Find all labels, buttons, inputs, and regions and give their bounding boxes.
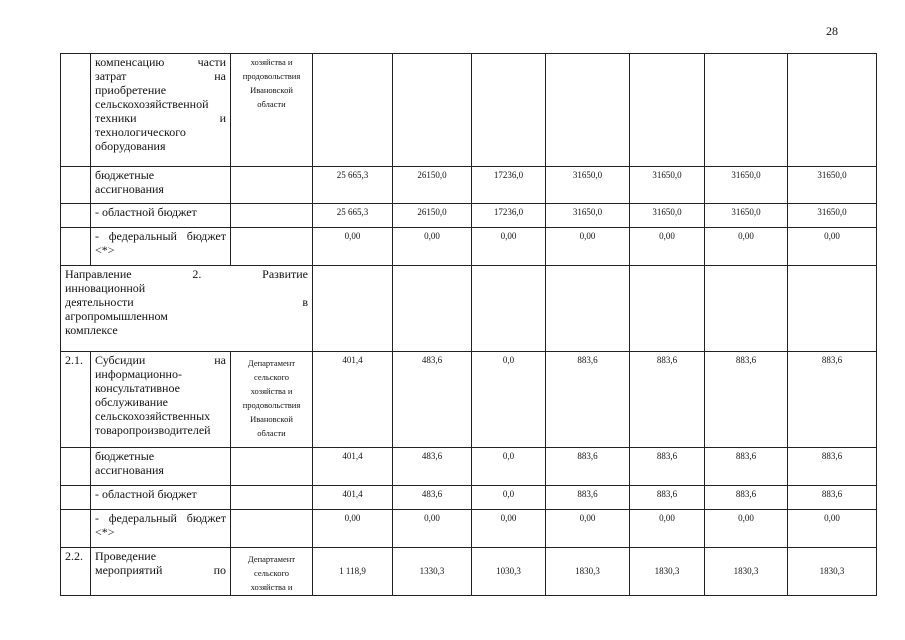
executor-line: Департамент	[247, 358, 296, 368]
table-row	[61, 54, 877, 167]
budget-value: 0,00	[313, 228, 393, 266]
executor-cell	[231, 486, 313, 510]
executor-line: продовольствия	[242, 400, 301, 410]
budget-value: 0,00	[630, 510, 705, 548]
description-line: компенсацию части	[95, 55, 226, 69]
item-description	[91, 167, 231, 204]
description-line: - федеральный бюджет	[95, 511, 226, 525]
budget-value: 883,6	[788, 448, 877, 486]
budget-value: 0,00	[546, 510, 630, 548]
budget-value: 883,6	[630, 486, 705, 510]
table-row	[61, 228, 877, 266]
description-line: бюджетные	[95, 168, 155, 182]
executor-line: области	[257, 428, 286, 438]
table-row	[61, 448, 877, 486]
executor-line: хозяйства и	[250, 386, 293, 396]
executor-line: продовольствия	[242, 71, 301, 81]
description-line: информационно-	[95, 367, 182, 381]
item-number	[61, 54, 91, 167]
table-row	[61, 266, 877, 352]
budget-value: 26150,0	[393, 204, 472, 228]
budget-value: 0,0	[472, 352, 546, 448]
budget-value	[472, 54, 546, 167]
item-description	[91, 510, 231, 548]
item-description	[91, 54, 231, 167]
budget-value	[393, 266, 472, 352]
description-line: затрат на	[95, 69, 226, 83]
budget-value: 31650,0	[705, 204, 788, 228]
executor-cell	[231, 54, 313, 167]
budget-value: 31650,0	[546, 204, 630, 228]
direction-line: инновационной	[65, 281, 146, 295]
budget-value: 0,0	[472, 486, 546, 510]
budget-value: 883,6	[546, 352, 630, 448]
budget-value: 883,6	[546, 486, 630, 510]
executor-line: Ивановской	[250, 85, 293, 95]
executor-cell	[231, 510, 313, 548]
budget-value: 401,4	[313, 448, 393, 486]
table-row	[61, 548, 877, 596]
description-line: товаропроизводителей	[95, 423, 211, 437]
item-description	[91, 486, 231, 510]
budget-value: 0,00	[393, 510, 472, 548]
budget-value: 0,00	[705, 228, 788, 266]
budget-value: 25 665,3	[313, 204, 393, 228]
executor-line: Департамент	[247, 554, 296, 564]
executor-cell	[231, 167, 313, 204]
budget-value	[313, 266, 393, 352]
description-line: - областной бюджет	[95, 487, 197, 501]
budget-value: 0,00	[313, 510, 393, 548]
budget-value	[788, 54, 877, 167]
description-line: оборудования	[95, 139, 166, 153]
budget-value: 883,6	[788, 352, 877, 448]
description-line: сельскохозяйственной	[95, 97, 209, 111]
executor-cell	[231, 352, 313, 448]
description-line: технологического	[95, 125, 186, 139]
item-number	[61, 204, 91, 228]
executor-cell	[231, 548, 313, 596]
budget-value: 0,0	[472, 448, 546, 486]
budget-value: 883,6	[705, 486, 788, 510]
budget-value	[788, 266, 877, 352]
budget-value	[313, 54, 393, 167]
executor-line: Ивановской	[250, 414, 293, 424]
item-number	[61, 510, 91, 548]
table-row	[61, 486, 877, 510]
budget-value: 401,4	[313, 486, 393, 510]
budget-value: 31650,0	[630, 167, 705, 204]
executor-cell	[231, 228, 313, 266]
budget-value: 1830,3	[705, 548, 788, 596]
budget-value: 0,00	[630, 228, 705, 266]
budget-value: 0,00	[472, 228, 546, 266]
budget-value: 25 665,3	[313, 167, 393, 204]
budget-value: 31650,0	[705, 167, 788, 204]
description-line: ассигнования	[95, 463, 164, 477]
description-line: обслуживание	[95, 395, 168, 409]
budget-value: 883,6	[546, 448, 630, 486]
budget-value: 1830,3	[788, 548, 877, 596]
budget-value	[705, 54, 788, 167]
item-description	[91, 228, 231, 266]
table-row	[61, 352, 877, 448]
description-line: <*>	[95, 525, 115, 539]
direction-line: комплексе	[65, 323, 118, 337]
direction-heading	[61, 266, 313, 352]
budget-value: 883,6	[630, 352, 705, 448]
item-number: 2.1.	[61, 352, 91, 448]
executor-cell	[231, 448, 313, 486]
description-line: Субсидии на	[95, 353, 226, 367]
item-number	[61, 228, 91, 266]
item-number: 2.2.	[61, 548, 91, 596]
budget-value	[393, 54, 472, 167]
description-line: консультативное	[95, 381, 180, 395]
budget-value: 483,6	[393, 352, 472, 448]
description-line: сельскохозяйственных	[95, 409, 211, 423]
description-line: Проведение	[95, 549, 157, 563]
budget-value: 883,6	[705, 448, 788, 486]
description-line: ассигнования	[95, 182, 164, 196]
item-description	[91, 204, 231, 228]
budget-value: 0,00	[788, 510, 877, 548]
description-line: бюджетные	[95, 449, 155, 463]
budget-value	[630, 266, 705, 352]
item-description	[91, 352, 231, 448]
direction-line: агропромышленном	[65, 309, 168, 323]
item-number	[61, 167, 91, 204]
budget-value: 483,6	[393, 448, 472, 486]
description-line: приобретение	[95, 83, 167, 97]
budget-value: 1330,3	[393, 548, 472, 596]
executor-cell	[231, 204, 313, 228]
budget-value: 1830,3	[546, 548, 630, 596]
budget-value: 0,00	[705, 510, 788, 548]
page-number: 28	[826, 24, 838, 38]
budget-value: 1030,3	[472, 548, 546, 596]
table-row	[61, 204, 877, 228]
budget-value: 31650,0	[788, 204, 877, 228]
budget-value: 17236,0	[472, 167, 546, 204]
executor-line: сельского	[253, 372, 289, 382]
description-line: - областной бюджет	[95, 205, 197, 219]
budget-value	[546, 54, 630, 167]
direction-line: деятельности в	[65, 295, 308, 309]
budget-value: 31650,0	[630, 204, 705, 228]
budget-value: 0,00	[546, 228, 630, 266]
budget-value: 26150,0	[393, 167, 472, 204]
description-line: мероприятий по	[95, 563, 226, 577]
table-row	[61, 167, 877, 204]
executor-line: хозяйства и	[250, 57, 293, 67]
budget-value: 0,00	[788, 228, 877, 266]
budget-value: 0,00	[393, 228, 472, 266]
budget-value: 483,6	[393, 486, 472, 510]
executor-line: хозяйства и	[250, 582, 293, 592]
budget-value	[705, 266, 788, 352]
budget-value: 883,6	[788, 486, 877, 510]
budget-table	[60, 53, 877, 596]
executor-line: сельского	[253, 568, 289, 578]
item-number	[61, 486, 91, 510]
budget-value: 401,4	[313, 352, 393, 448]
table-row	[61, 510, 877, 548]
budget-value: 31650,0	[788, 167, 877, 204]
budget-value: 1830,3	[630, 548, 705, 596]
description-line: - федеральный бюджет	[95, 229, 226, 243]
budget-value	[546, 266, 630, 352]
budget-value: 31650,0	[546, 167, 630, 204]
item-description	[91, 448, 231, 486]
budget-value: 883,6	[705, 352, 788, 448]
budget-value: 17236,0	[472, 204, 546, 228]
budget-value: 0,00	[472, 510, 546, 548]
item-description	[91, 548, 231, 596]
budget-value: 1 118,9	[313, 548, 393, 596]
description-line: <*>	[95, 243, 115, 257]
description-line: техники и	[95, 111, 226, 125]
budget-value: 883,6	[630, 448, 705, 486]
budget-value	[472, 266, 546, 352]
direction-line: Направление 2. Развитие	[65, 267, 308, 281]
executor-line: области	[257, 99, 286, 109]
item-number	[61, 448, 91, 486]
budget-value	[630, 54, 705, 167]
